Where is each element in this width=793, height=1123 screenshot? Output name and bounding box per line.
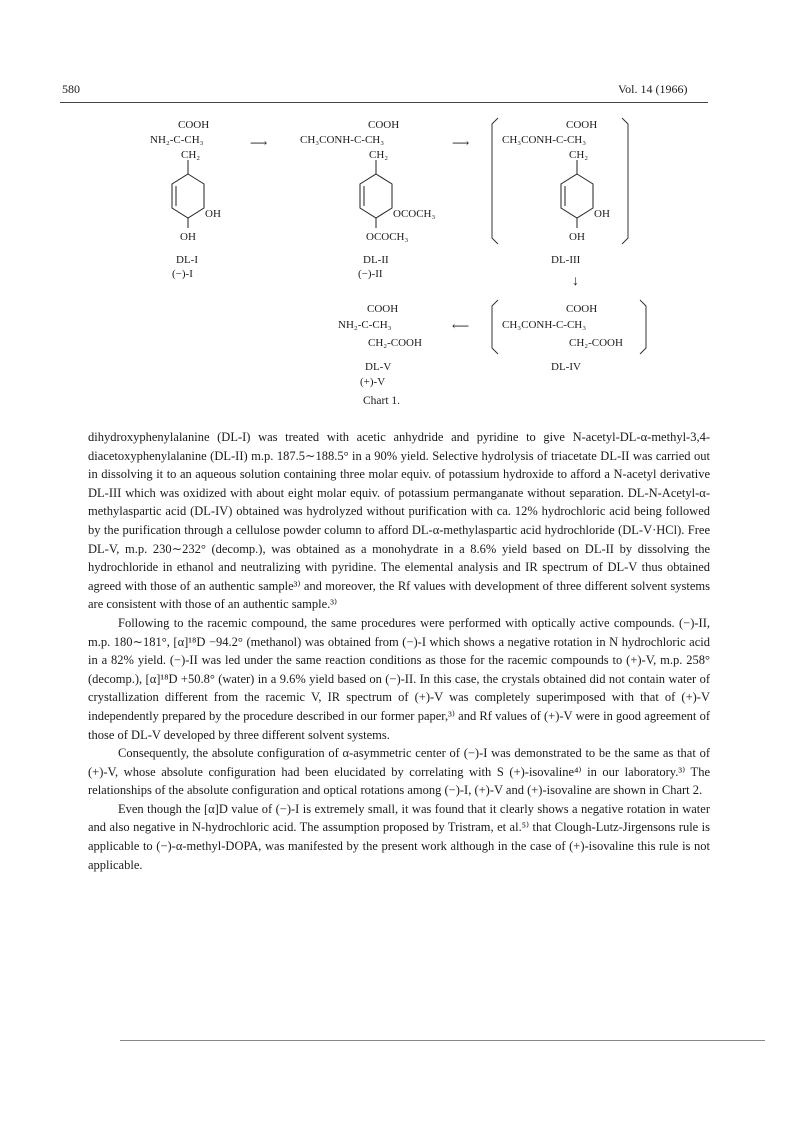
chart-caption: Chart 1. (363, 395, 401, 407)
compound-II-ch2: CH₂ (369, 149, 389, 161)
arrow-III-to-IV: ↓ (572, 274, 579, 289)
footer-rule (120, 1040, 765, 1041)
compound-I-benzene-ring (168, 160, 208, 232)
compound-I-alpha-carbon: NH₂-C-CH₃ (150, 134, 204, 146)
compound-IV-alpha-carbon: CH₃CONH-C-CH₃ (502, 319, 587, 331)
compound-III-cooh: COOH (566, 119, 598, 131)
compound-II-oac-para: OCOCH₃ (366, 231, 409, 243)
compound-V-label: DL-V (365, 361, 392, 373)
compound-III-ch2: CH₂ (569, 149, 589, 161)
compound-V-alpha-carbon: NH₂-C-CH₃ (338, 319, 392, 331)
compound-III-alpha-carbon: CH₃CONH-C-CH₃ (502, 134, 587, 146)
paragraph-2: Following to the racemic compound, the same procedures were performed with optically active compounds. (−)-II, m.p. 180∼181°, [α]¹⁸D −94.2° (methanol) was obtained from (−)-I which shows a negative rotation in N hydrochloric acid in a 82% yield. (−)-II was led under the same reaction conditions as those for the racemic compounds to (+)-V, m.p. 258° (decomp.), [α]¹⁸D +50.8° (water) in a 9.6% yield based on (−)-II. In this case, the crystals obtained did not contain water of crystallization different from the racemic V, IR spectrum of (+)-V was completely superimposed with that of (+)-V independently prepared by the procedure described in our former paper,³⁾ and Rf values of (+)-V were in good agreement of those of DL-V developed by three different solvent systems. (88, 615, 710, 742)
compound-II-benzene-ring (356, 160, 396, 232)
compound-IV-label: DL-IV (551, 361, 581, 373)
paragraph-1: dihydroxyphenylalanine (DL-I) was treated with acetic anhydride and pyridine to give N-acetyl-DL-α-methyl-3,4-diacetoxyphenylalanine (DL-II) m.p. 187.5∼188.5° in a 90% yield. Selective hydrolysis of triacetate DL-II was carried out in dissolving it to an aqueous solution containing three molar equiv. of potassium hydroxide to afford a N-acetyl derivative DL-III which was oxidized with about eight molar equiv. of potassium permanganate without separation. DL-N-Acetyl-α-methylaspartic acid (DL-IV) obtained was hydrolyzed without purification with ca. 12% hydrochloric acid being followed by the purification through a cellulose powder column to afford DL-α-methylaspartic acid hydrochloride (DL-V·HCl). Free DL-V, m.p. 230∼232° (decomp.), was obtained as a monohydrate in a 8.6% yield based on DL-II by dissolving the hydrochloride in ethanol and neutralizing with pyridine. The elemental analysis and IR spectrum of DL-V thus obtained agreed with those of an authentic sample³⁾ and moreover, the Rf values with development of three different solvent systems are consistent with those of an authentic sample.³⁾ (88, 430, 710, 612)
compound-III-oh-para: OH (569, 231, 585, 243)
compound-I-oh-meta: OH (205, 208, 221, 220)
header-rule (60, 102, 708, 103)
compound-I-cooh: COOH (178, 119, 210, 131)
paragraph-4: Even though the [α]D value of (−)-I is extremely small, it was found that it clearly shows a negative rotation in water and also negative in N-hydrochloric acid. The assumption proposed by Tristram, et al.⁵⁾ that Clough-Lutz-Jirgensons rule is applicable to (−)-α-methyl-DOPA, was manifested by the present work although in the case of (+)-isovaline this rule is not applicable. (88, 801, 710, 872)
arrow-I-to-II: ⟶ (250, 136, 268, 150)
compound-IV-cooh: COOH (566, 303, 598, 315)
compound-V-label-2: (+)-V (360, 376, 386, 388)
compound-IV-ch2cooh: CH₂-COOH (569, 337, 623, 349)
compound-I-ch2: CH₂ (181, 149, 201, 161)
compound-II-label: DL-II (363, 254, 389, 266)
compound-I-label-2: (−)-I (172, 268, 193, 280)
compound-III-oh-meta: OH (594, 208, 610, 220)
arrow-IV-to-V: ⟵ (452, 319, 470, 333)
compound-II-cooh: COOH (368, 119, 400, 131)
compound-III-benzene-ring (557, 160, 597, 232)
compound-II-label-2: (−)-II (358, 268, 383, 280)
journal-volume: Vol. 14 (1966) (618, 82, 688, 96)
compound-I-oh-para: OH (180, 231, 196, 243)
compound-II-oac-meta: OCOCH₃ (393, 208, 436, 220)
compound-III-label: DL-III (551, 254, 581, 266)
compound-I-label: DL-I (176, 254, 198, 266)
paragraph-3: Consequently, the absolute configuration of α-asymmetric center of (−)-I was demonstrated to be the same as that of (+)-V, whose absolute configuration had been elucidated by correlating with S (+)-isovaline⁴⁾ in our laboratory.³⁾ The relationships of the absolute configuration and optical rotations among (−)-I, (+)-V and (+)-isovaline are shown in Chart 2. (88, 746, 710, 798)
compound-II-alpha-carbon: CH₃CONH-C-CH₃ (300, 134, 385, 146)
page-number: 580 (62, 82, 80, 96)
body-text (88, 428, 710, 874)
compound-V-ch2cooh: CH₂-COOH (368, 337, 422, 349)
compound-V-cooh: COOH (367, 303, 399, 315)
arrow-II-to-III: ⟶ (452, 136, 470, 150)
